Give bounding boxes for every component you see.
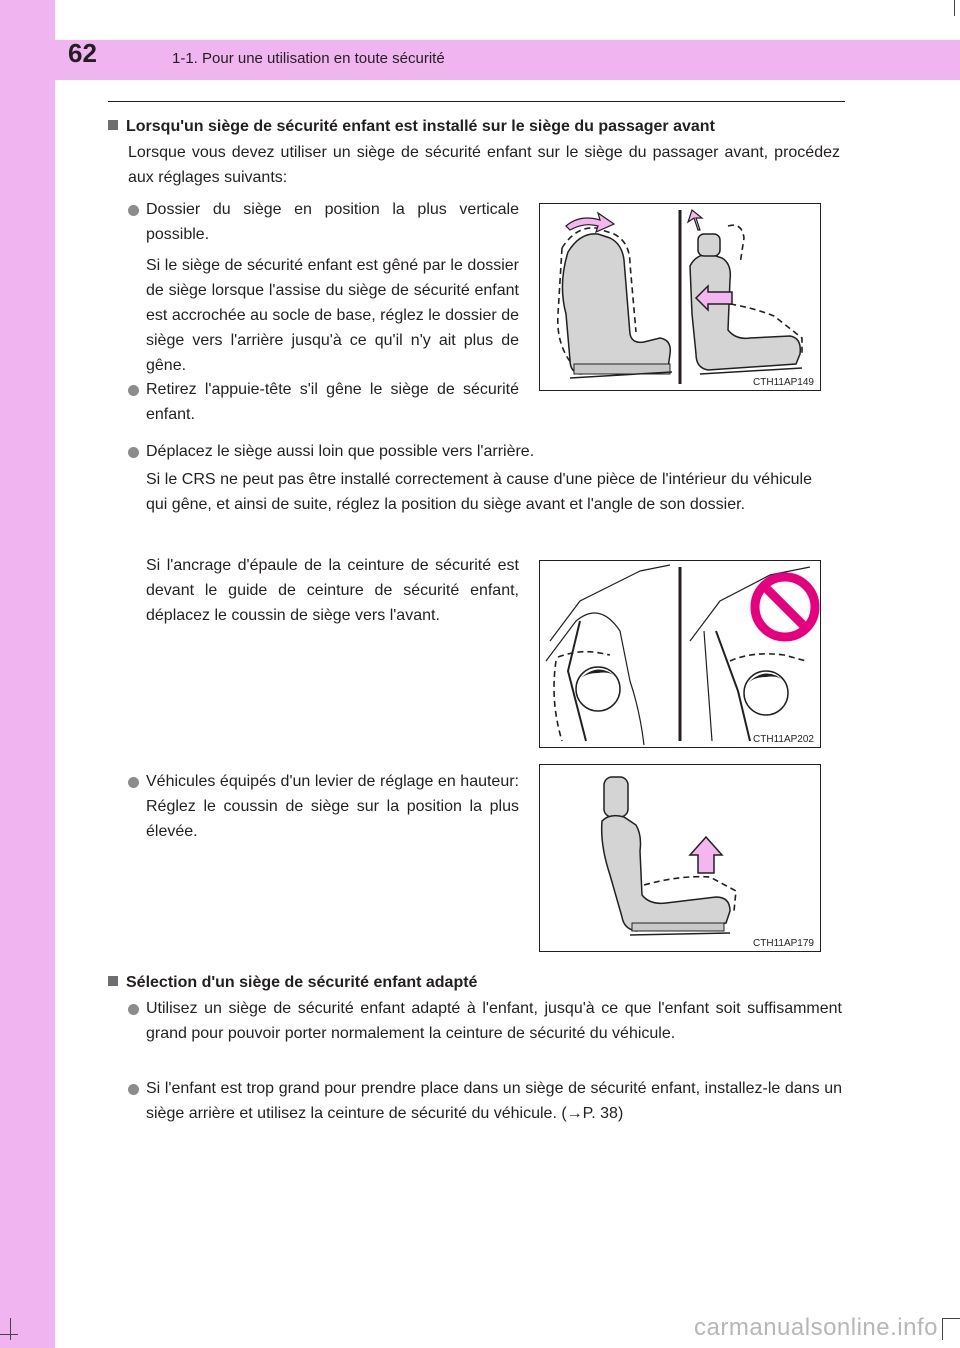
figure-seatback-adjustment bbox=[539, 203, 821, 391]
square-bullet-icon bbox=[108, 120, 118, 130]
crop-mark bbox=[942, 1318, 943, 1340]
section-heading-text: Lorsqu'un siège de sécurité enfant est installé sur le siège du passager avant bbox=[126, 118, 715, 135]
bullet-adapted-seat: Utilisez un siège de sécurité enfant adapté à l'enfant, jusqu'à ce que l'enfant soit suffisamment grand pour pouvoir porter normalement la ceinture de sécurité du véhicule. bbox=[146, 1000, 842, 1042]
bullet-dot-icon bbox=[128, 447, 139, 458]
bullet-dot-icon bbox=[128, 777, 139, 788]
belt-illustration bbox=[540, 561, 820, 747]
bullet-headrest-title: Retirez l'appuie-tête s'il gêne le siège de sécurité enfant. bbox=[146, 381, 519, 423]
bullet-dot-icon bbox=[128, 205, 139, 216]
pink-side-tab bbox=[0, 0, 55, 1348]
section-heading-text: Sélection d'un siège de sécurité enfant adapté bbox=[126, 974, 478, 991]
seat-illustration bbox=[540, 204, 820, 390]
bullet-dot-icon bbox=[128, 1004, 139, 1015]
crop-mark bbox=[0, 1334, 18, 1335]
bullet-rear-seat: Si l'enfant est trop grand pour prendre place dans un siège de sécurité enfant, installez-le dans un siège arrière et utilisez la ceinture de sécurité du véhicule. (→P. 38) bbox=[146, 1080, 842, 1122]
bullet-seatback-detail: Si le siège de sécurité enfant est gêné par le dossier de siège lorsque l'assise du siège de sécurité enfant est accrochée au socle de base, réglez le dossier de siège vers l'arrière jusqu'à ce qu'il n'y ait plus de gêne. bbox=[146, 257, 519, 374]
section-heading bbox=[108, 114, 868, 139]
crop-mark bbox=[954, 0, 955, 16]
figure-shoulder-anchor bbox=[539, 560, 821, 748]
bullet-move-back-title: Déplacez le siège aussi loin que possible vers l'arrière. bbox=[146, 443, 535, 460]
figure-seat-height bbox=[539, 764, 821, 952]
bullet-seatback-title: Dossier du siège en position la plus verticale possible. bbox=[146, 201, 519, 243]
square-bullet-icon bbox=[108, 976, 118, 986]
chapter-title: 1-1. Pour une utilisation en toute sécurité bbox=[172, 50, 445, 67]
bullet-move-back-detail2: Si l'ancrage d'épaule de la ceinture de sécurité est devant le guide de ceinture de sécurité enfant, déplacez le coussin de siège vers l'avant. bbox=[146, 557, 519, 624]
section-heading bbox=[108, 970, 848, 995]
bullet-move-back-detail: Si le CRS ne peut pas être installé correctement à cause d'une pièce de l'intérieur du véhicule qui gêne, et ainsi de suite, réglez la position du siège avant et l'angle de son dossier. bbox=[146, 471, 812, 513]
figure-code: CTH11AP179 bbox=[753, 938, 814, 949]
crop-mark bbox=[942, 1318, 960, 1319]
header-rule bbox=[108, 101, 845, 102]
bullet-dot-icon bbox=[128, 385, 139, 396]
figure-code: CTH11AP149 bbox=[753, 377, 814, 388]
crop-mark bbox=[10, 1318, 11, 1340]
section-intro: Lorsque vous devez utiliser un siège de sécurité enfant sur le siège du passager avant, procédez aux réglages suivants: bbox=[128, 144, 840, 186]
page-number: 62 bbox=[68, 38, 97, 68]
seat-height-illustration bbox=[540, 765, 820, 951]
bullet-dot-icon bbox=[128, 1084, 139, 1095]
figure-code: CTH11AP202 bbox=[753, 734, 814, 745]
watermark: carmanualsonline.info bbox=[694, 1314, 938, 1341]
bullet-height-lever: Véhicules équipés d'un levier de réglage en hauteur: Réglez le coussin de siège sur la position la plus élevée. bbox=[146, 773, 519, 840]
